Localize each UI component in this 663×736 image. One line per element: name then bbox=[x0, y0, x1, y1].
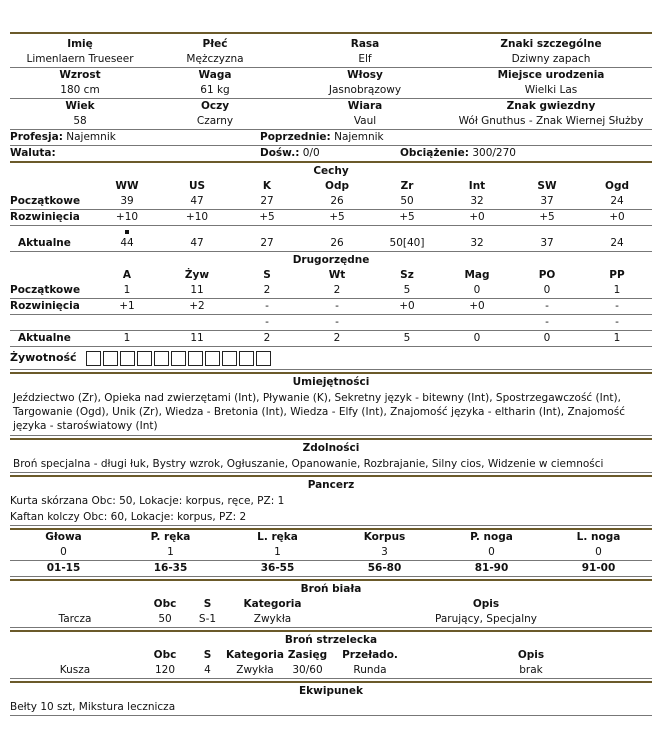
drugorzedne-table bbox=[10, 268, 652, 347]
drug-row-label: Aktualne bbox=[10, 331, 92, 347]
bron-strzelecka-col: S bbox=[203, 649, 212, 661]
bron-strzelecka-title: Broń strzelecka bbox=[284, 634, 378, 646]
pancerz-range: 16-35 bbox=[117, 561, 224, 577]
bron-biala-cell: Zwykła bbox=[225, 612, 320, 628]
value-waga: 61 kg bbox=[150, 83, 280, 99]
drug-row-label: Początkowe bbox=[10, 283, 92, 299]
spacer bbox=[162, 226, 652, 237]
drug-value: +2 bbox=[162, 299, 232, 315]
pancerz-range: 91-00 bbox=[545, 561, 652, 577]
value-oczy: Czarny bbox=[150, 114, 280, 130]
drug-value: 0 bbox=[442, 283, 512, 299]
cechy-value: +5 bbox=[512, 210, 582, 226]
wound-box[interactable] bbox=[137, 351, 152, 366]
poprzednie-cell bbox=[260, 130, 652, 146]
cechy-value: 24 bbox=[582, 236, 652, 252]
label-miejsce: Miejsce urodzenia bbox=[497, 69, 605, 81]
umiejetnosci-title: Umiejętności bbox=[292, 376, 370, 388]
bron-biala-col: Obc bbox=[153, 598, 177, 610]
drug-value: - bbox=[512, 299, 582, 315]
drug-value: - bbox=[512, 315, 582, 331]
cechy-value: 26 bbox=[302, 236, 372, 252]
cechy-table bbox=[10, 179, 652, 252]
cechy-value: 24 bbox=[582, 194, 652, 210]
poprzednie-label: Poprzednie: bbox=[260, 131, 331, 143]
value-wiara: Vaul bbox=[280, 114, 450, 130]
pancerz-col: Głowa bbox=[45, 531, 82, 543]
wound-box[interactable] bbox=[171, 351, 186, 366]
wound-box[interactable] bbox=[188, 351, 203, 366]
label-wiara: Wiara bbox=[347, 100, 383, 112]
cechy-value: +0 bbox=[582, 210, 652, 226]
cechy-value: 27 bbox=[232, 194, 302, 210]
drug-value: 0 bbox=[512, 283, 582, 299]
pancerz-col: L. ręka bbox=[257, 531, 298, 543]
cechy-col: Zr bbox=[400, 180, 414, 192]
drug-value: - bbox=[582, 315, 652, 331]
bron-strzelecka-col: Przeładο. bbox=[342, 649, 398, 661]
drug-value bbox=[162, 315, 232, 331]
cechy-col: Odp bbox=[325, 180, 349, 192]
dosw-value: 0/0 bbox=[302, 147, 320, 159]
drug-value: 2 bbox=[302, 283, 372, 299]
drug-value: +1 bbox=[92, 299, 162, 315]
label-wlosy: Włosy bbox=[347, 69, 383, 81]
drug-value: - bbox=[232, 315, 302, 331]
pancerz-range: 56-80 bbox=[331, 561, 438, 577]
label-imie: Imię bbox=[67, 38, 93, 50]
pancerz-item: Kurta skórzana Obc: 50, Lokacje: korpus, ręce, PZ: 1 bbox=[10, 495, 285, 507]
drug-col: S bbox=[263, 269, 271, 281]
bron-strzelecka-table bbox=[10, 648, 652, 679]
obciazenie-value: 300/270 bbox=[472, 147, 516, 159]
drug-value: +0 bbox=[372, 299, 442, 315]
drug-value: 1 bbox=[92, 283, 162, 299]
cechy-value: 47 bbox=[162, 194, 232, 210]
pancerz-col: P. ręka bbox=[150, 531, 191, 543]
cechy-value: +10 bbox=[92, 210, 162, 226]
cechy-value: 50[40] bbox=[372, 236, 442, 252]
bron-strzelecka-cell: 30/60 bbox=[285, 663, 330, 679]
drug-value: 5 bbox=[372, 283, 442, 299]
pancerz-value: 3 bbox=[331, 545, 438, 561]
drug-value bbox=[92, 315, 162, 331]
cechy-value: +0 bbox=[442, 210, 512, 226]
value-rasa: Elf bbox=[280, 52, 450, 68]
wound-box[interactable] bbox=[205, 351, 220, 366]
poprzednie-value: Najemnik bbox=[334, 131, 384, 143]
drug-value: - bbox=[582, 299, 652, 315]
cechy-col: K bbox=[262, 180, 272, 192]
cechy-value: 47 bbox=[162, 236, 232, 252]
zywotnosc-label: Żywotność bbox=[10, 351, 77, 364]
drug-value: - bbox=[302, 315, 372, 331]
drug-value: 1 bbox=[92, 331, 162, 347]
ekwipunek-title: Ekwipunek bbox=[298, 685, 364, 697]
header-table bbox=[10, 37, 652, 130]
label-znaki: Znaki szczególne bbox=[500, 38, 602, 50]
bron-strzelecka-cell: brak bbox=[410, 663, 652, 679]
bron-biala-col bbox=[10, 597, 140, 612]
pancerz-range: 01-15 bbox=[10, 561, 117, 577]
cechy-row-label: Początkowe bbox=[10, 194, 92, 210]
bron-strzelecka-cell: Zwykła bbox=[225, 663, 285, 679]
obciazenie-label: Obciążenie: bbox=[400, 147, 469, 159]
bron-biala-cell: S-1 bbox=[190, 612, 225, 628]
value-wzrost: 180 cm bbox=[10, 83, 150, 99]
drug-col: Wt bbox=[328, 269, 346, 281]
character-sheet bbox=[10, 32, 652, 716]
pancerz-range: 36-55 bbox=[224, 561, 331, 577]
cechy-col: Int bbox=[468, 180, 486, 192]
bron-strzelecka-col: Kategoria bbox=[226, 649, 284, 661]
drug-col: PO bbox=[538, 269, 556, 281]
ekwipunek-text: Bełty 10 szt, Mikstura lecznicza bbox=[10, 699, 652, 716]
pancerz-col: L. noga bbox=[576, 531, 621, 543]
pancerz-value: 1 bbox=[117, 545, 224, 561]
drug-value: - bbox=[302, 299, 372, 315]
top-rule bbox=[10, 32, 652, 34]
drug-value bbox=[372, 315, 442, 331]
pancerz-range: 81-90 bbox=[438, 561, 545, 577]
bron-biala-table bbox=[10, 597, 652, 628]
drug-row-label bbox=[10, 315, 92, 331]
drug-col: PP bbox=[609, 269, 625, 281]
label-plec: Płeć bbox=[202, 38, 228, 50]
drug-row-label: Rozwinięcia bbox=[10, 299, 92, 315]
cechy-col: US bbox=[188, 180, 206, 192]
pancerz-title: Pancerz bbox=[307, 479, 355, 491]
drug-value: 1 bbox=[582, 331, 652, 347]
cechy-value: 44 bbox=[92, 236, 162, 252]
value-znak-gwiezdny: Wół Gnuthus - Znak Wiernej Służby bbox=[450, 114, 652, 130]
pancerz-col: Korpus bbox=[363, 531, 406, 543]
label-znak-gwiezdny: Znak gwiezdny bbox=[506, 100, 596, 112]
waluta-cell bbox=[10, 146, 260, 161]
cechy-value: +5 bbox=[232, 210, 302, 226]
cechy-value: 26 bbox=[302, 194, 372, 210]
cechy-value: +10 bbox=[162, 210, 232, 226]
drug-col: Żyw bbox=[184, 269, 210, 281]
zdolnosci-title: Zdolności bbox=[302, 442, 360, 454]
label-rasa: Rasa bbox=[350, 38, 380, 50]
drug-value: 1 bbox=[582, 283, 652, 299]
wound-box[interactable] bbox=[222, 351, 237, 366]
drug-value: 2 bbox=[302, 331, 372, 347]
value-wlosy: Jasnobrązowy bbox=[280, 83, 450, 99]
cechy-corner bbox=[10, 179, 92, 194]
value-imie: Limenlaern Trueseer bbox=[10, 52, 150, 68]
umiejetnosci-text: Jeździectwo (Zr), Opieka nad zwierzętami (Int), Pływanie (K), Sekretny język - bitewny (Int), Spostrzegawczość (Int), Targowanie (Ogd), Unik (Zr), Wiedza - Bretonia (Int), Wiedza - Elfy (Int), Znajomość języka - eltharin (Int), Znajomość języka - staroświatowy (Int) bbox=[10, 390, 652, 436]
cechy-col: WW bbox=[115, 180, 139, 192]
cechy-col: SW bbox=[537, 180, 557, 192]
drug-value: 5 bbox=[372, 331, 442, 347]
drug-col: Mag bbox=[464, 269, 490, 281]
label-oczy: Oczy bbox=[200, 100, 230, 112]
cechy-value: 39 bbox=[92, 194, 162, 210]
wound-box[interactable] bbox=[120, 351, 135, 366]
waluta-label: Waluta: bbox=[10, 147, 56, 159]
obciazenie-cell bbox=[400, 146, 652, 161]
drug-value: 11 bbox=[162, 283, 232, 299]
bron-strzelecka-cell: Runda bbox=[330, 663, 410, 679]
cechy-value: +5 bbox=[372, 210, 442, 226]
bron-biala-title: Broń biała bbox=[300, 583, 362, 595]
bron-strzelecka-cell: 4 bbox=[190, 663, 225, 679]
drug-value: 0 bbox=[512, 331, 582, 347]
drug-col: Sz bbox=[400, 269, 414, 281]
drug-col: A bbox=[122, 269, 132, 281]
advance-marker-icon bbox=[125, 230, 129, 234]
drug-value bbox=[442, 315, 512, 331]
cechy-col: Ogd bbox=[605, 180, 629, 192]
drug-value: 2 bbox=[232, 283, 302, 299]
pancerz-item: Kaftan kolczy Obc: 60, Lokacje: korpus, PZ: 2 bbox=[10, 509, 652, 526]
drugorzedne-corner bbox=[10, 268, 92, 283]
bron-strzelecka-cell: Kusza bbox=[10, 663, 140, 679]
cechy-row-label: Aktualne bbox=[10, 236, 92, 252]
drugorzedne-title: Drugorzędne bbox=[292, 254, 370, 266]
pancerz-table bbox=[10, 530, 652, 577]
cechy-value: 32 bbox=[442, 194, 512, 210]
value-miejsce: Wielki Las bbox=[450, 83, 652, 99]
wound-box[interactable] bbox=[154, 351, 169, 366]
label-waga: Waga bbox=[198, 69, 232, 81]
value-plec: Mężczyzna bbox=[150, 52, 280, 68]
cechy-row-label: Rozwinięcia bbox=[10, 210, 92, 226]
wound-box[interactable] bbox=[256, 351, 271, 366]
zywotnosc-row bbox=[10, 347, 652, 370]
wound-box[interactable] bbox=[239, 351, 254, 366]
dosw-label: Dośw.: bbox=[260, 147, 300, 159]
bron-biala-cell: 50 bbox=[140, 612, 190, 628]
pancerz-value: 0 bbox=[545, 545, 652, 561]
bron-biala-cell: Tarcza bbox=[10, 612, 140, 628]
bron-biala-cell: Parujący, Specjalny bbox=[320, 612, 652, 628]
pancerz-col: P. noga bbox=[470, 531, 513, 543]
cechy-value: +5 bbox=[302, 210, 372, 226]
drug-value: 0 bbox=[442, 331, 512, 347]
bron-biala-col: Opis bbox=[472, 598, 500, 610]
bron-strzelecka-col bbox=[10, 648, 140, 663]
info-table bbox=[10, 130, 652, 146]
advance-dot-cell bbox=[92, 226, 162, 237]
bron-strzelecka-col: Obc bbox=[153, 649, 177, 661]
bron-biala-col: S bbox=[203, 598, 212, 610]
wound-box[interactable] bbox=[103, 351, 118, 366]
bron-biala-col: Kategoria bbox=[243, 598, 302, 610]
spacer bbox=[10, 226, 92, 237]
drug-value: 11 bbox=[162, 331, 232, 347]
cechy-value: 27 bbox=[232, 236, 302, 252]
info-table-2 bbox=[10, 146, 652, 161]
zdolnosci-text: Broń specjalna - długi łuk, Bystry wzrok, Ogłuszanie, Opanowanie, Rozbrajanie, Silny cios, Widzenie w ciemności bbox=[10, 456, 652, 473]
label-wiek: Wiek bbox=[65, 100, 95, 112]
pancerz-value: 0 bbox=[10, 545, 117, 561]
cechy-value: 37 bbox=[512, 236, 582, 252]
profesja-value: Najemnik bbox=[66, 131, 116, 143]
dosw-cell bbox=[260, 146, 400, 161]
pancerz-value: 0 bbox=[438, 545, 545, 561]
drug-value: +0 bbox=[442, 299, 512, 315]
pancerz-value: 1 bbox=[224, 545, 331, 561]
wound-box[interactable] bbox=[86, 351, 101, 366]
bron-strzelecka-cell: 120 bbox=[140, 663, 190, 679]
profesja-cell bbox=[10, 130, 260, 146]
cechy-value: 37 bbox=[512, 194, 582, 210]
drug-value: - bbox=[232, 299, 302, 315]
drug-value: 2 bbox=[232, 331, 302, 347]
profesja-label: Profesja: bbox=[10, 131, 63, 143]
label-wzrost: Wzrost bbox=[59, 69, 101, 81]
value-wiek: 58 bbox=[10, 114, 150, 130]
bron-strzelecka-col: Zasięg bbox=[287, 649, 328, 661]
cechy-value: 32 bbox=[442, 236, 512, 252]
value-znaki: Dziwny zapach bbox=[450, 52, 652, 68]
zywotnosc-boxes bbox=[86, 352, 273, 364]
cechy-value: 50 bbox=[372, 194, 442, 210]
bron-strzelecka-col: Opis bbox=[517, 649, 545, 661]
cechy-title: Cechy bbox=[313, 165, 349, 177]
